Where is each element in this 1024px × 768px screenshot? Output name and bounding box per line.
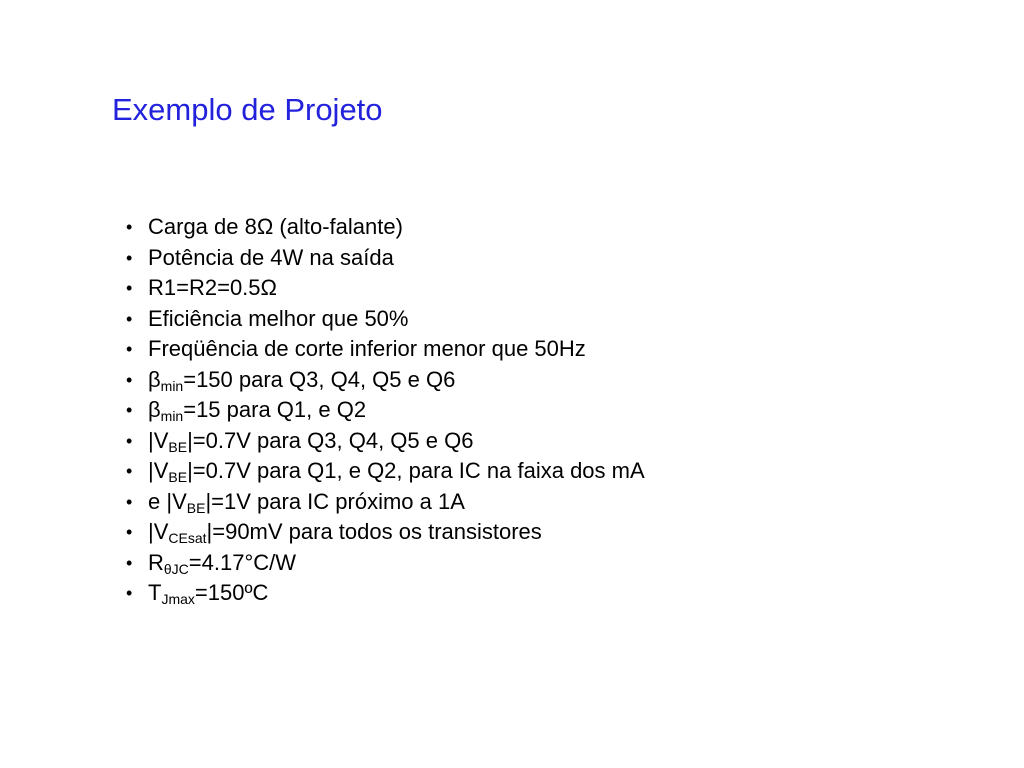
subscript-text: θJC bbox=[163, 560, 189, 577]
bullet-text: β bbox=[148, 366, 161, 392]
subscript-text: min bbox=[160, 377, 184, 394]
subscript-text: BE bbox=[168, 469, 188, 485]
bullet-text: |=90mV para todos os transistores bbox=[206, 519, 542, 544]
subscript-text: BE bbox=[186, 499, 206, 516]
spec-bullet-item bbox=[126, 426, 645, 457]
spec-bullet-item bbox=[126, 243, 645, 274]
bullet-text: =15 para Q1, e Q2 bbox=[183, 397, 367, 422]
spec-bullet-list bbox=[126, 212, 645, 609]
bullet-text: |V bbox=[148, 458, 169, 483]
spec-bullet-item bbox=[126, 517, 645, 548]
bullet-text: β bbox=[148, 397, 161, 422]
bullet-text: =4.17°C/W bbox=[188, 549, 297, 575]
spec-bullet-item bbox=[126, 365, 645, 396]
spec-bullet-item bbox=[126, 456, 645, 487]
subscript-text: BE bbox=[168, 438, 188, 455]
bullet-text: |=1V para IC próximo a 1A bbox=[205, 488, 465, 514]
spec-bullet-item bbox=[126, 487, 645, 518]
subscript-text: min bbox=[160, 408, 184, 424]
bullet-text: Potência de 4W na saída bbox=[148, 244, 394, 270]
spec-bullet-item bbox=[126, 548, 645, 579]
spec-bullet-item bbox=[126, 304, 645, 335]
slide-title: Exemplo de Projeto bbox=[112, 92, 383, 127]
spec-bullet-item bbox=[126, 395, 645, 426]
bullet-text: T bbox=[148, 580, 162, 605]
bullet-text: |=0.7V para Q3, Q4, Q5 e Q6 bbox=[187, 427, 474, 453]
spec-bullet-item bbox=[126, 212, 645, 243]
bullet-text: Carga de 8Ω (alto-falante) bbox=[148, 214, 403, 239]
subscript-text: CEsat bbox=[168, 530, 207, 546]
bullet-text: Eficiência melhor que 50% bbox=[148, 305, 409, 331]
spec-bullet-item bbox=[126, 273, 645, 304]
bullet-text: R1=R2=0.5Ω bbox=[148, 275, 277, 300]
bullet-text: e |V bbox=[148, 488, 187, 514]
bullet-text: |V bbox=[148, 519, 169, 544]
bullet-text: |V bbox=[148, 427, 169, 453]
bullet-text: =150ºC bbox=[194, 580, 269, 605]
bullet-text: |=0.7V para Q1, e Q2, para IC na faixa dos mA bbox=[187, 458, 645, 483]
bullet-text: =150 para Q3, Q4, Q5 e Q6 bbox=[183, 366, 456, 392]
spec-bullet-item bbox=[126, 578, 645, 609]
bullet-text: Freqüência de corte inferior menor que 50Hz bbox=[148, 336, 586, 361]
subscript-text: Jmax bbox=[161, 591, 195, 607]
spec-bullet-item bbox=[126, 334, 645, 365]
bullet-text: R bbox=[148, 549, 164, 575]
